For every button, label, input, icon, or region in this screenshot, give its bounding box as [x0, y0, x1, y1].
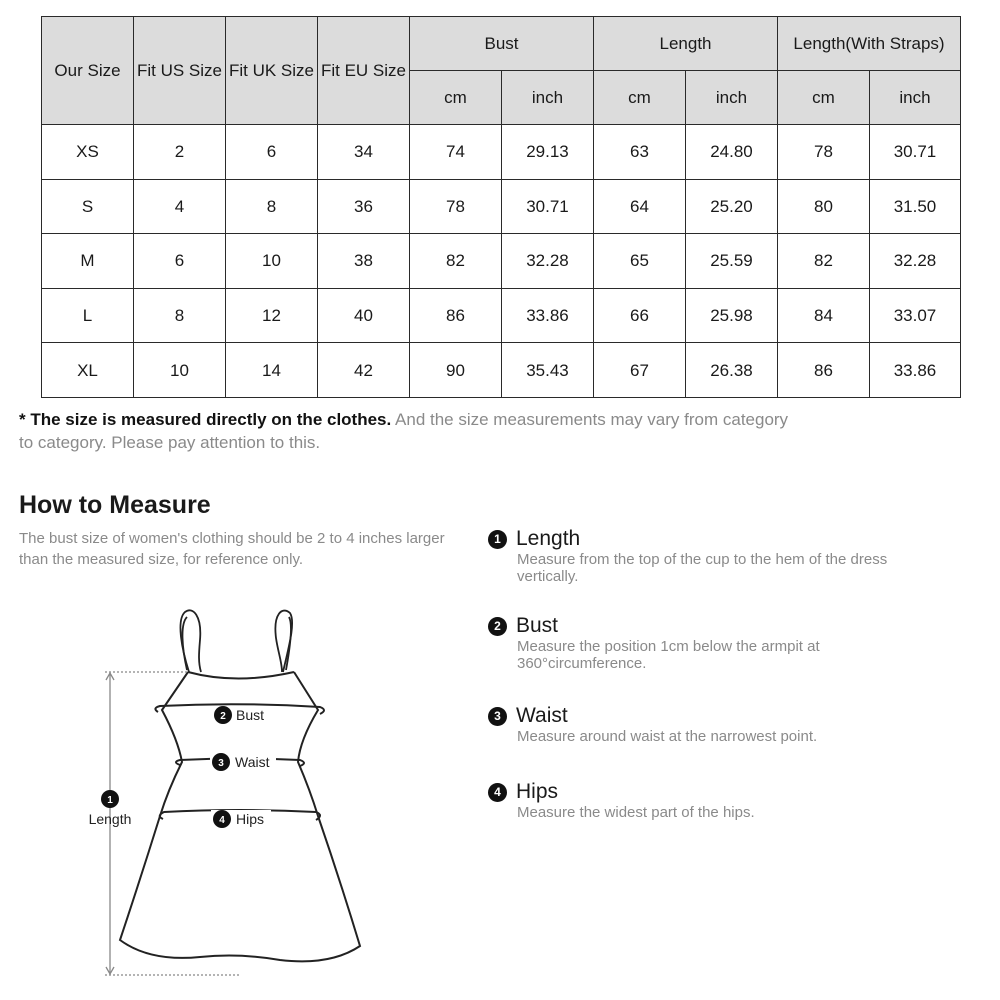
header-fit-us-size: Fit US Size [134, 17, 226, 125]
table-cell: 2 [134, 125, 226, 180]
table-cell: 8 [226, 179, 318, 234]
table-row [42, 234, 961, 289]
table-cell: 67 [594, 343, 686, 398]
table-cell: 25.59 [686, 234, 778, 289]
table-cell: 29.13 [502, 125, 594, 180]
bust-label: Bust [236, 707, 265, 723]
table-cell: 74 [410, 125, 502, 180]
table-row [42, 343, 961, 398]
table-cell: 31.50 [870, 179, 961, 234]
table-cell: 66 [594, 288, 686, 343]
dress-measure-diagram [0, 590, 470, 990]
table-cell: 12 [226, 288, 318, 343]
header-length: Length [594, 17, 778, 71]
length-label: Length [88, 811, 132, 827]
table-cell: 42 [318, 343, 410, 398]
table-cell: 24.80 [686, 125, 778, 180]
subheader-bust-cm: cm [410, 71, 502, 125]
how-to-measure-description: The bust size of women's clothing should be 2 to 4 inches larger than the measured size, for reference only. [19, 530, 445, 568]
table-cell: 30.71 [870, 125, 961, 180]
table-cell: 84 [778, 288, 870, 343]
table-cell: 10 [226, 234, 318, 289]
step-title: Length [516, 527, 581, 550]
table-cell: 86 [410, 288, 502, 343]
step-number-badge: 1 [488, 530, 507, 549]
size-note-bold: * The size is measured directly on the clothes. [19, 410, 392, 429]
table-cell: 65 [594, 234, 686, 289]
subheader-straps-inch: inch [870, 71, 961, 125]
size-note [19, 408, 799, 454]
step-number-badge: 2 [488, 617, 507, 636]
table-cell: 80 [778, 179, 870, 234]
step-hips [488, 780, 917, 821]
hips-number: 4 [219, 815, 225, 826]
hips-label: Hips [236, 811, 265, 827]
table-cell: 6 [226, 125, 318, 180]
table-cell: 26.38 [686, 343, 778, 398]
table-cell: 36 [318, 179, 410, 234]
step-title: Bust [516, 614, 559, 637]
bust-number: 2 [220, 711, 226, 722]
table-cell: 14 [226, 343, 318, 398]
table-row [42, 179, 961, 234]
table-row [42, 125, 961, 180]
subheader-straps-cm: cm [778, 71, 870, 125]
table-cell: 32.28 [502, 234, 594, 289]
dress-straps [180, 610, 292, 672]
step-description: Measure around waist at the narrowest point. [517, 728, 818, 745]
table-cell: 78 [778, 125, 870, 180]
header-length-with-straps: Length(With Straps) [778, 17, 961, 71]
table-cell: 86 [778, 343, 870, 398]
table-cell: 34 [318, 125, 410, 180]
label-bust [212, 706, 272, 724]
table-cell: 82 [410, 234, 502, 289]
table-cell: 32.28 [870, 234, 961, 289]
subheader-length-inch: inch [686, 71, 778, 125]
table-cell: XL [42, 343, 134, 398]
table-cell: 33.07 [870, 288, 961, 343]
size-note-rest: And the size measurements may vary from category to category. Please pay attention to this. [19, 410, 789, 452]
step-length [488, 527, 917, 585]
label-waist [210, 753, 276, 771]
label-hips [211, 810, 271, 828]
table-cell: 38 [318, 234, 410, 289]
table-cell: M [42, 234, 134, 289]
step-description: Measure the widest part of the hips. [517, 804, 755, 821]
table-cell: 78 [410, 179, 502, 234]
subheader-length-cm: cm [594, 71, 686, 125]
header-fit-uk-size: Fit UK Size [226, 17, 318, 125]
table-cell: L [42, 288, 134, 343]
table-cell: 33.86 [870, 343, 961, 398]
table-cell: S [42, 179, 134, 234]
step-number-badge: 4 [488, 783, 507, 802]
table-cell: XS [42, 125, 134, 180]
header-fit-eu-size: Fit EU Size [318, 17, 410, 125]
step-title: Waist [516, 704, 568, 727]
table-cell: 40 [318, 288, 410, 343]
table-cell: 25.98 [686, 288, 778, 343]
table-cell: 82 [778, 234, 870, 289]
table-cell: 30.71 [502, 179, 594, 234]
length-number: 1 [107, 795, 113, 806]
header-bust: Bust [410, 17, 594, 71]
step-description: Measure the position 1cm below the armpit at 360°circumference. [517, 638, 820, 672]
step-description: Measure from the top of the cup to the hem of the dress vertically. [517, 551, 888, 585]
subheader-bust-inch: inch [502, 71, 594, 125]
waist-label: Waist [235, 754, 270, 770]
table-cell: 10 [134, 343, 226, 398]
step-number-badge: 3 [488, 707, 507, 726]
step-bust [488, 614, 917, 672]
waist-number: 3 [218, 758, 224, 769]
table-cell: 33.86 [502, 288, 594, 343]
size-chart-table [41, 16, 961, 398]
table-cell: 35.43 [502, 343, 594, 398]
table-cell: 6 [134, 234, 226, 289]
table-cell: 4 [134, 179, 226, 234]
header-our-size: Our Size [42, 17, 134, 125]
table-cell: 8 [134, 288, 226, 343]
table-cell: 63 [594, 125, 686, 180]
step-waist [488, 704, 917, 745]
table-cell: 25.20 [686, 179, 778, 234]
table-row [42, 288, 961, 343]
step-title: Hips [516, 780, 559, 803]
how-to-measure-title: How to Measure [19, 491, 211, 519]
table-cell: 64 [594, 179, 686, 234]
table-cell: 90 [410, 343, 502, 398]
